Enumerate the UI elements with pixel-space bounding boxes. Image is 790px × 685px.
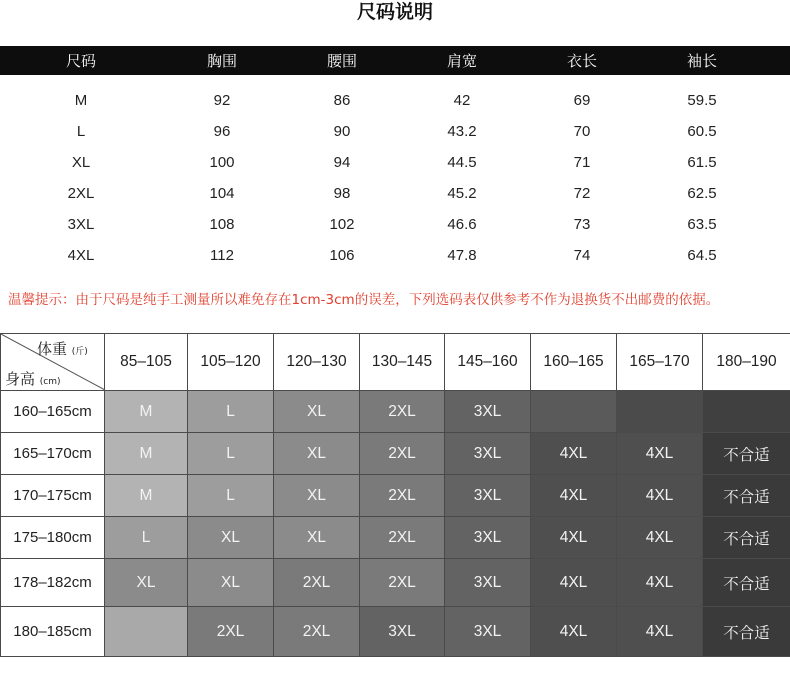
size-cell: 不合适 <box>703 517 790 559</box>
size-cell: L <box>105 517 188 559</box>
table-cell: 100 <box>209 154 235 171</box>
height-row-label: 160–165cm <box>1 391 105 433</box>
size-cell: 4XL <box>531 475 617 517</box>
table-cell: 60.5 <box>687 123 717 140</box>
header-cell: 袖长 <box>686 52 717 70</box>
size-cell: 4XL <box>617 607 703 657</box>
height-row-label: 170–175cm <box>1 475 105 517</box>
size-cell: 2XL <box>360 517 445 559</box>
size-cell: 2XL <box>360 433 445 475</box>
size-cell: 3XL <box>445 607 531 657</box>
table-cell: 86 <box>333 92 351 109</box>
table-row <box>1 433 790 475</box>
size-chart <box>0 46 790 271</box>
table-cell: 44.5 <box>447 154 477 171</box>
table-cell: 108 <box>209 216 235 233</box>
size-cell: 3XL <box>445 517 531 559</box>
table-cell: 63.5 <box>687 216 717 233</box>
size-cell: XL <box>274 475 360 517</box>
header-cell: 尺码 <box>65 52 96 70</box>
table-cell: 90 <box>333 123 351 140</box>
height-label: 身高 (cm) <box>5 370 61 388</box>
table-cell: 96 <box>213 123 231 140</box>
size-cell: 3XL <box>445 391 531 433</box>
header-cell: 胸围 <box>206 52 237 70</box>
table-cell: 61.5 <box>687 154 717 171</box>
size-cell <box>105 607 188 657</box>
size-cell: 3XL <box>445 559 531 607</box>
page-title: 尺码说明 <box>356 1 433 23</box>
size-cell: XL <box>188 559 274 607</box>
table-row <box>1 391 790 433</box>
corner-header <box>1 334 105 391</box>
size-cell: 4XL <box>531 517 617 559</box>
size-cell: 2XL <box>188 607 274 657</box>
table-cell: 73 <box>573 216 591 233</box>
table-row <box>1 475 790 517</box>
table-cell: L <box>76 123 86 140</box>
size-cell: 不合适 <box>703 559 790 607</box>
table-cell: M <box>74 92 88 109</box>
size-cell: 不合适 <box>703 433 790 475</box>
table-row <box>0 240 790 271</box>
height-row-label: 165–170cm <box>1 433 105 475</box>
table-cell: 47.8 <box>447 247 477 264</box>
size-cell: XL <box>274 517 360 559</box>
weight-column-header: 165–170 <box>617 334 703 391</box>
table-cell: 106 <box>329 247 355 264</box>
table-cell: 62.5 <box>687 185 717 202</box>
size-cell: L <box>188 475 274 517</box>
weight-column-header: 160–165 <box>531 334 617 391</box>
notice-text: 温馨提示：由于尺码是纯手工测量所以难免存在1cm-3cm的误差，下列选码表仅供参考不作为退换货不出邮费的依据。 <box>8 292 720 308</box>
size-cell: 3XL <box>360 607 445 657</box>
table-row <box>0 116 790 147</box>
table-cell: 74 <box>573 247 591 264</box>
table-cell: 72 <box>573 185 591 202</box>
size-cell: 不合适 <box>703 607 790 657</box>
table-header-row <box>1 334 790 391</box>
height-row-label: 180–185cm <box>1 607 105 657</box>
weight-column-header: 120–130 <box>274 334 360 391</box>
table-cell: 4XL <box>67 247 95 264</box>
table-cell: 94 <box>333 154 351 171</box>
weight-label: 体重 (斤) <box>37 340 88 358</box>
table-cell: 64.5 <box>687 247 717 264</box>
size-cell: 4XL <box>531 559 617 607</box>
size-chart-body <box>0 75 790 271</box>
table-cell: 70 <box>573 123 591 140</box>
table-cell: 2XL <box>67 185 95 202</box>
weight-column-header: 105–120 <box>188 334 274 391</box>
table-cell: 104 <box>209 185 235 202</box>
size-cell: 4XL <box>531 433 617 475</box>
header-cell: 腰围 <box>326 52 357 70</box>
size-cell: M <box>105 391 188 433</box>
height-row-label: 175–180cm <box>1 517 105 559</box>
table-row <box>0 85 790 116</box>
table-cell: XL <box>71 154 91 171</box>
size-cell: 4XL <box>617 517 703 559</box>
table-row <box>0 178 790 209</box>
table-cell: 98 <box>333 185 351 202</box>
table-row <box>1 607 790 657</box>
size-cell: 2XL <box>360 559 445 607</box>
table-cell: 43.2 <box>447 123 477 140</box>
size-cell: XL <box>105 559 188 607</box>
size-cell: 2XL <box>274 559 360 607</box>
weight-column-header: 85–105 <box>105 334 188 391</box>
table-cell: 42 <box>453 92 471 109</box>
size-cell: 2XL <box>274 607 360 657</box>
size-cell: M <box>105 433 188 475</box>
size-cell: M <box>105 475 188 517</box>
size-cell: XL <box>274 391 360 433</box>
size-cell <box>617 391 703 433</box>
size-cell <box>531 391 617 433</box>
header-cell: 肩宽 <box>446 52 477 70</box>
size-cell: L <box>188 433 274 475</box>
table-row <box>1 517 790 559</box>
weight-column-header: 180–190 <box>703 334 790 391</box>
table-cell: 46.6 <box>447 216 477 233</box>
table-row <box>0 147 790 178</box>
height-row-label: 178–182cm <box>1 559 105 607</box>
size-recommendation-table <box>0 333 790 657</box>
size-chart-header <box>0 46 790 75</box>
size-cell <box>703 391 790 433</box>
size-cell: 不合适 <box>703 475 790 517</box>
table-cell: 102 <box>329 216 355 233</box>
size-cell: 2XL <box>360 475 445 517</box>
table-cell: 59.5 <box>687 92 717 109</box>
size-cell: 3XL <box>445 475 531 517</box>
table-cell: 3XL <box>67 216 95 233</box>
weight-column-header: 130–145 <box>360 334 445 391</box>
size-cell: 4XL <box>617 475 703 517</box>
table-cell: 112 <box>210 247 234 264</box>
size-cell: 4XL <box>617 559 703 607</box>
weight-column-header: 145–160 <box>445 334 531 391</box>
table-cell: 92 <box>213 92 231 109</box>
table-cell: 45.2 <box>447 185 477 202</box>
header-cell: 衣长 <box>566 52 597 70</box>
size-cell: 4XL <box>617 433 703 475</box>
size-cell: L <box>188 391 274 433</box>
table-cell: 71 <box>573 154 591 171</box>
table-row <box>0 209 790 240</box>
size-cell: 2XL <box>360 391 445 433</box>
size-cell: 4XL <box>531 607 617 657</box>
size-cell: XL <box>188 517 274 559</box>
size-cell: 3XL <box>445 433 531 475</box>
size-cell: XL <box>274 433 360 475</box>
table-row <box>1 559 790 607</box>
table-cell: 69 <box>573 92 591 109</box>
